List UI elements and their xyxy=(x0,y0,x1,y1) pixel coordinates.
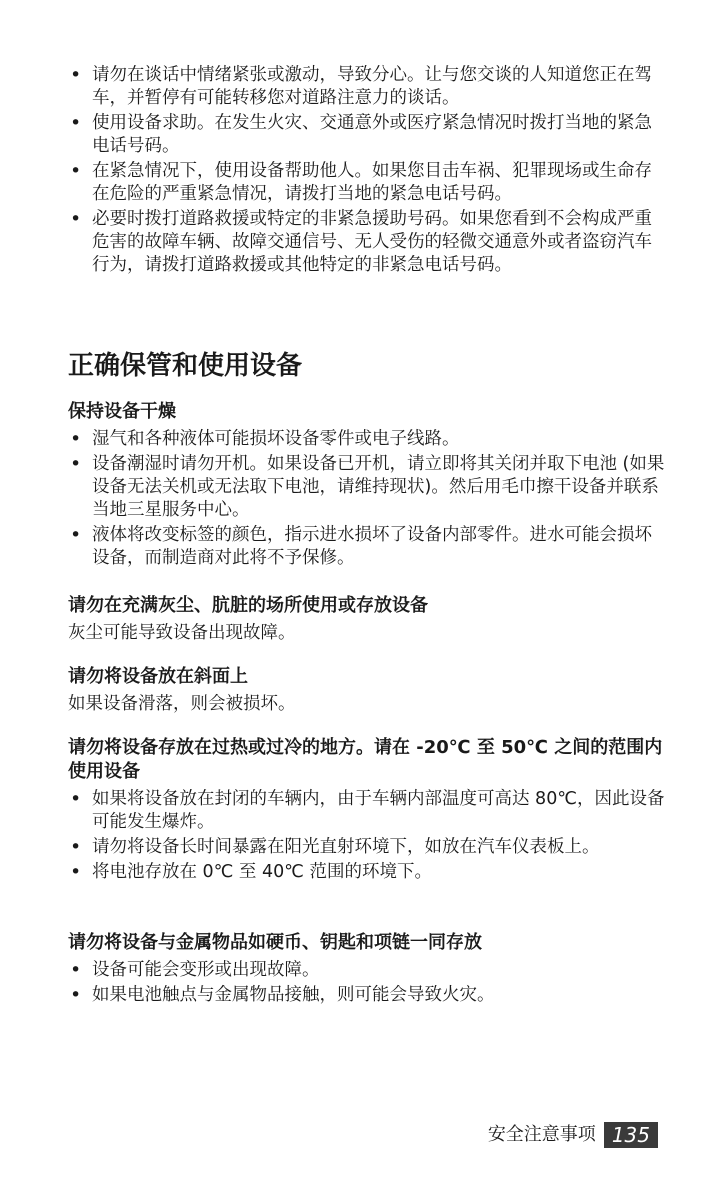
paragraph: 如果设备滑落，则会被损坏。 xyxy=(68,694,296,714)
keep-dry-section xyxy=(68,400,668,572)
list-item: • 使用设备求助。在发生火灾、交通意外或医疗紧急情况时拨打当地的紧急电话号码。 xyxy=(68,112,668,158)
list-item: • 液体将改变标签的颜色，指示进水损坏了设备内部零件。进水可能会损坏设备，而制造商对此将不予保修。 xyxy=(68,524,668,570)
page-footer xyxy=(488,1122,658,1148)
dusty-section xyxy=(68,594,668,645)
sub-heading: 请勿将设备与金属物品如硬币、钥匙和项链一同存放 xyxy=(68,932,482,953)
list-item: • 设备可能会变形或出现故障。 xyxy=(68,959,668,982)
sub-heading: 请勿将设备存放在过热或过冷的地方。请在 -20℃ 至 50℃ 之间的范围内使用设备 xyxy=(68,737,663,782)
temperature-section xyxy=(68,736,668,886)
precaution-list xyxy=(68,64,668,279)
list-item: • 如果将设备放在封闭的车辆内，由于车辆内部温度可高达 80℃，因此设备可能发生爆炸。 xyxy=(68,788,668,834)
slope-section xyxy=(68,665,668,716)
paragraph: 灰尘可能导致设备出现故障。 xyxy=(68,623,296,643)
list-item: • 湿气和各种液体可能损坏设备零件或电子线路。 xyxy=(68,428,668,451)
sub-heading: 请勿在充满灰尘、肮脏的场所使用或存放设备 xyxy=(68,595,428,616)
list-item: • 请勿将设备长时间暴露在阳光直射环境下，如放在汽车仪表板上。 xyxy=(68,836,668,859)
metal-section xyxy=(68,931,668,1009)
list-item: • 设备潮湿时请勿开机。如果设备已开机，请立即将其关闭并取下电池 (如果设备无法关机或无法取下电池，请维持现状)。然后用毛巾擦干设备并联系当地三星服务中心。 xyxy=(68,453,668,522)
list-item: • 如果电池触点与金属物品接触，则可能会导致火灾。 xyxy=(68,984,668,1007)
section-title: 正确保管和使用设备 xyxy=(68,351,303,381)
list-item: • 请勿在谈话中情绪紧张或激动，导致分心。让与您交谈的人知道您正在驾车，并暂停有可能转移您对道路注意力的谈话。 xyxy=(68,64,668,110)
metal-list xyxy=(68,959,668,1007)
sub-heading: 请勿将设备放在斜面上 xyxy=(68,666,248,687)
list-item: • 必要时拨打道路救援或特定的非紧急援助号码。如果您看到不会构成严重危害的故障车辆、故障交通信号、无人受伤的轻微交通意外或者盗窃汽车行为，请拨打道路救援或其他特定的非紧急电话号码。 xyxy=(68,208,668,277)
page-number: 135 xyxy=(604,1122,658,1148)
keep-dry-list xyxy=(68,428,668,570)
footer-label: 安全注意事项 xyxy=(487,1124,596,1145)
list-item: • 将电池存放在 0℃ 至 40℃ 范围的环境下。 xyxy=(68,861,668,884)
temperature-list xyxy=(68,788,668,884)
list-item: • 在紧急情况下，使用设备帮助他人。如果您目击车祸、犯罪现场或生命存在危险的严重紧急情况，请拨打当地的紧急电话号码。 xyxy=(68,160,668,206)
sub-heading: 保持设备干燥 xyxy=(68,401,176,422)
